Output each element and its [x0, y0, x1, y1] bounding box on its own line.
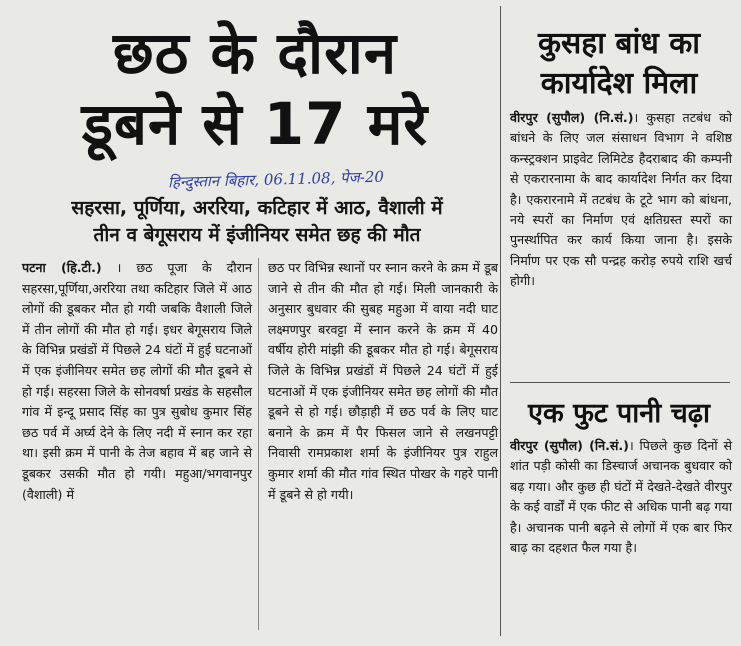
- side-1-text: । कुसहा तटबंध को बांधने के लिए जल संसाधन विभाग ने वशिष्ठ कन्स्ट्रक्शन प्राइवेट लिमिटेड हैदराबाद की कम्पनी से एकरारनामा के बाद कार्यादेश निर्गत कर दिया है। एकरारनामे में तटबंध के टूटे भाग को बांधना, नये स्परों का निर्माण एवं क्षतिग्रस्त स्परों का पुनर्स्थापित कर कार्य किया जाना है। इसके निर्माण पर एक सौ पन्द्रह करोड़ रुपये राशि खर्च होगी।: [510, 110, 732, 289]
- article-column-2: [268, 258, 498, 505]
- side-headline-2: एक फुट पानी चढ़ा: [528, 398, 710, 429]
- dateline: पटना (हि.टी.): [22, 260, 102, 275]
- main-headline: [20, 18, 490, 160]
- side-article-1-body: [510, 108, 732, 292]
- side-2-dateline: वीरपुर (सुपौल) (नि.सं.): [510, 438, 629, 453]
- article-column-1: [22, 258, 252, 505]
- side-headline-1: [508, 24, 730, 104]
- sub-headline-line-1: सहरसा, पूर्णिया, अररिया, कटिहार में आठ, वैशाली में: [71, 197, 443, 219]
- side-headline-1-line-2: कार्यादेश मिला: [540, 66, 698, 101]
- headline-line-2: डूबने से 17 मरे: [81, 90, 429, 158]
- side-2-text: । पिछले कुछ दिनों से शांत पड़ी कोसी का डिस्चार्ज अचानक बुधवार को बढ़ गया। और कुछ ही घंटों में देखते-देखते वीरपुर के कई वार्डों में एक फीट से अधिक पानी बढ़ गया है। अचानक पानी बढ़ने से लोगों में एक बार फिर बाढ़ का दहशत फैल गया है।: [510, 438, 732, 556]
- sub-headline: [22, 195, 492, 249]
- handwritten-source-note: हिन्दुस्तान बिहार, 06.11.08, पेज-20: [167, 167, 385, 192]
- side-article-divider: [510, 382, 730, 383]
- headline-line-1: छठ के दौरान: [112, 19, 398, 87]
- column-1-text: । छठ पूजा के दौरान सहरसा,पूर्णिया,अररिया तथा कटिहार जिले में आठ लोगों की डूबकर मौत हो गयी जबकि वैशाली जिले में तीन लोगों की मौत हो गई। इधर बेगूसराय जिले के विभिन्न प्रखंडों में पिछले 24 घंटों में हुई घटनाओं में एक इंजीनियर समेत छह लोगों की मौत डूबने से हो गई। सहरसा जिले के सोनवर्षा प्रखंड के सहसौल गांव में इन्दू प्रसाद सिंह का पुत्र सुबोध कुमार सिंह छठ पर्व में अर्घ्य देने के लिए नदी में स्नान कर रहा था। इसी क्रम में पानी के तेज बहाव में बह जाने से डूबकर उसकी मौत हो गयी। महुआ/भगवानपुर (वैशाली) में: [22, 260, 252, 502]
- side-1-dateline: वीरपुर (सुपौल) (नि.सं.): [510, 110, 634, 125]
- column-divider: [500, 6, 501, 636]
- column-2-text: छठ पर विभिन्न स्थानों पर स्नान करने के क्रम में डूब जाने से तीन की मौत हो गई। मिली जानकारी के अनुसार बुधवार की सुबह महुआ में वाया नदी घाट लक्ष्मणपुर बरवट्टा में स्नान करने के क्रम में 40 वर्षीय होरी मांझी की डूबकर मौत हो गई। बेगूसराय जिले के विभिन्न प्रखंडों में पिछले 24 घंटों में हुई घटनाओं में एक इंजीनियर समेत छह लोगों की मौत डूबने से हो गई। छौड़ाही में छठ पर्व के लिए घाट बनाने के क्रम में पैर फिसल जाने से लखनपट्टी निवासी रामप्रकाश शर्मा के इंजीनियर पुत्र राहुल कुमार शर्मा की मौत गांव स्थित पोखर के गहरे पानी में डूबने से हो गयी।: [268, 260, 498, 502]
- inner-column-divider: [258, 258, 259, 630]
- side-headline-1-line-1: कुसहा बांध का: [537, 26, 701, 61]
- sub-headline-line-2: तीन व बेगूसराय में इंजीनियर समेत छह की मौत: [93, 224, 421, 246]
- side-article-2-body: [510, 436, 732, 558]
